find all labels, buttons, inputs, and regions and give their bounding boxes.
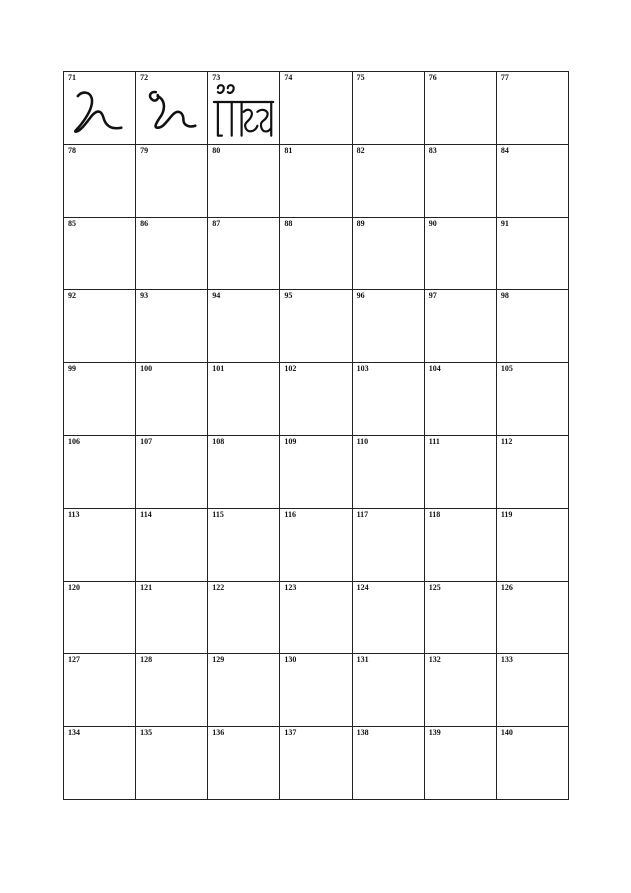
grid-cell <box>280 145 352 218</box>
grid-cell <box>208 145 280 218</box>
cell-number: 107 <box>140 437 153 446</box>
cell-number: 82 <box>356 145 365 155</box>
cell-number: 129 <box>212 655 225 665</box>
grid-cell <box>497 218 569 291</box>
cell-number: 122 <box>212 582 225 592</box>
cell-number: 114 <box>140 509 152 519</box>
grid-cell <box>425 218 497 291</box>
grid-cell <box>280 727 352 800</box>
grid-cell <box>136 72 208 145</box>
grid-cell <box>280 654 352 727</box>
cell-number: 123 <box>284 582 297 592</box>
cell-number: 126 <box>500 582 513 592</box>
grid-cell <box>497 582 569 655</box>
cell-number: 132 <box>428 655 441 665</box>
grid-cell <box>353 654 425 727</box>
grid-cell <box>136 145 208 218</box>
cell-number: 71 <box>68 73 76 82</box>
cell-number: 116 <box>284 509 296 519</box>
cell-number: 88 <box>284 218 293 228</box>
cell-number: 119 <box>500 509 513 519</box>
cell-number: 105 <box>500 364 513 374</box>
grid-cell <box>425 509 497 582</box>
grid-cell <box>353 436 425 509</box>
grid-cell <box>497 72 569 145</box>
grid-cell <box>136 436 208 509</box>
grid-cell <box>497 727 569 800</box>
grid-cell <box>497 363 569 436</box>
grid-cell <box>208 509 280 582</box>
cell-number: 118 <box>428 509 441 519</box>
grid-cell <box>280 509 352 582</box>
grid-cell <box>497 509 569 582</box>
cell-number: 90 <box>428 218 437 228</box>
grid-cell <box>64 218 136 291</box>
cell-number: 76 <box>428 73 437 82</box>
cell-number: 140 <box>500 728 513 738</box>
grid-cell <box>353 582 425 655</box>
grid-cell <box>353 290 425 363</box>
cell-number: 95 <box>284 291 293 301</box>
grid-cell <box>208 290 280 363</box>
grid-cell <box>425 290 497 363</box>
cell-number: 99 <box>68 364 76 374</box>
cell-number: 84 <box>500 145 509 155</box>
grid-cell <box>353 145 425 218</box>
grid-cell <box>64 654 136 727</box>
grid-cell <box>64 145 136 218</box>
cell-number: 111 <box>428 437 440 446</box>
grid-cell <box>136 363 208 436</box>
grid-cell <box>353 509 425 582</box>
cell-number: 115 <box>212 509 224 519</box>
grid-cell <box>497 436 569 509</box>
grid-cell <box>280 436 352 509</box>
grid-cell <box>64 436 136 509</box>
cell-number: 73 <box>212 73 221 82</box>
grid-cell <box>64 290 136 363</box>
grid-cell <box>280 582 352 655</box>
grid-cell <box>136 727 208 800</box>
cell-number: 117 <box>356 509 369 519</box>
grid-cell <box>136 654 208 727</box>
cell-number: 98 <box>500 291 509 301</box>
cell-number: 103 <box>356 364 369 374</box>
grid-cell <box>280 363 352 436</box>
grid-cell <box>208 363 280 436</box>
cell-number: 121 <box>140 582 153 592</box>
grid-cell <box>425 654 497 727</box>
cell-number: 113 <box>68 509 80 519</box>
cell-number: 109 <box>284 437 297 446</box>
cell-number: 127 <box>68 655 80 665</box>
cell-number: 120 <box>68 582 80 592</box>
cell-number: 108 <box>212 437 225 446</box>
cell-number: 75 <box>356 73 365 82</box>
cell-number: 85 <box>68 218 76 228</box>
cell-number: 83 <box>428 145 437 155</box>
cell-number: 78 <box>68 145 76 155</box>
cell-number: 86 <box>140 218 149 228</box>
cell-number: 130 <box>284 655 297 665</box>
glyph-a-drawing <box>64 82 135 142</box>
grid-cell <box>136 582 208 655</box>
glyph-b-drawing <box>136 82 207 142</box>
grid-cell <box>64 582 136 655</box>
grid-cell <box>497 145 569 218</box>
cell-number: 97 <box>428 291 437 301</box>
cell-number: 124 <box>356 582 369 592</box>
grid-cell <box>136 509 208 582</box>
cell-number: 100 <box>140 364 153 374</box>
grid-cell <box>353 727 425 800</box>
cell-number: 74 <box>284 73 293 82</box>
grid-cell <box>425 72 497 145</box>
grid-cell <box>353 72 425 145</box>
cell-number: 106 <box>68 437 80 446</box>
cell-number: 96 <box>356 291 365 301</box>
cell-number: 112 <box>500 437 513 446</box>
cell-number: 139 <box>428 728 441 738</box>
grid-cell <box>425 145 497 218</box>
cell-number: 136 <box>212 728 225 738</box>
grid-cell <box>208 72 280 145</box>
cell-number: 131 <box>356 655 369 665</box>
cell-number: 135 <box>140 728 153 738</box>
cell-number: 77 <box>500 73 509 82</box>
grid-cell <box>425 582 497 655</box>
grid-cell <box>425 363 497 436</box>
cell-number: 91 <box>500 218 509 228</box>
grid-cell <box>425 436 497 509</box>
cell-number: 92 <box>68 291 76 301</box>
grid-cell <box>497 290 569 363</box>
grid-cell <box>208 436 280 509</box>
cell-number: 137 <box>284 728 297 738</box>
cell-number: 79 <box>140 145 149 155</box>
grid-cell <box>208 654 280 727</box>
grid-cell <box>208 218 280 291</box>
grid-cell <box>136 290 208 363</box>
grid-cell <box>136 218 208 291</box>
cell-number: 87 <box>212 218 221 228</box>
cell-number: 72 <box>140 73 149 82</box>
cell-number: 138 <box>356 728 369 738</box>
grid-cell <box>64 727 136 800</box>
grid-cell <box>353 363 425 436</box>
cell-number: 110 <box>356 437 369 446</box>
grid-cell <box>208 727 280 800</box>
grid-cell <box>280 72 352 145</box>
cell-number: 134 <box>68 728 80 738</box>
cell-number: 128 <box>140 655 153 665</box>
grid-cell <box>208 582 280 655</box>
grid-cell <box>280 218 352 291</box>
cell-number: 94 <box>212 291 221 301</box>
grid-cell <box>497 654 569 727</box>
cell-number: 80 <box>212 145 221 155</box>
grid-cell <box>64 363 136 436</box>
cell-number: 89 <box>356 218 365 228</box>
glyph-c-drawing <box>208 82 279 142</box>
cell-number: 101 <box>212 364 225 374</box>
grid-cell <box>64 72 136 145</box>
cell-number: 104 <box>428 364 441 374</box>
grid-cell <box>353 218 425 291</box>
cell-number: 93 <box>140 291 149 301</box>
cell-number: 133 <box>500 655 513 665</box>
cell-number: 125 <box>428 582 441 592</box>
cell-number: 81 <box>284 145 293 155</box>
cell-number: 102 <box>284 364 297 374</box>
grid-cell <box>64 509 136 582</box>
grid-cell <box>280 290 352 363</box>
numbered-grid <box>63 71 569 800</box>
grid-cell <box>425 727 497 800</box>
